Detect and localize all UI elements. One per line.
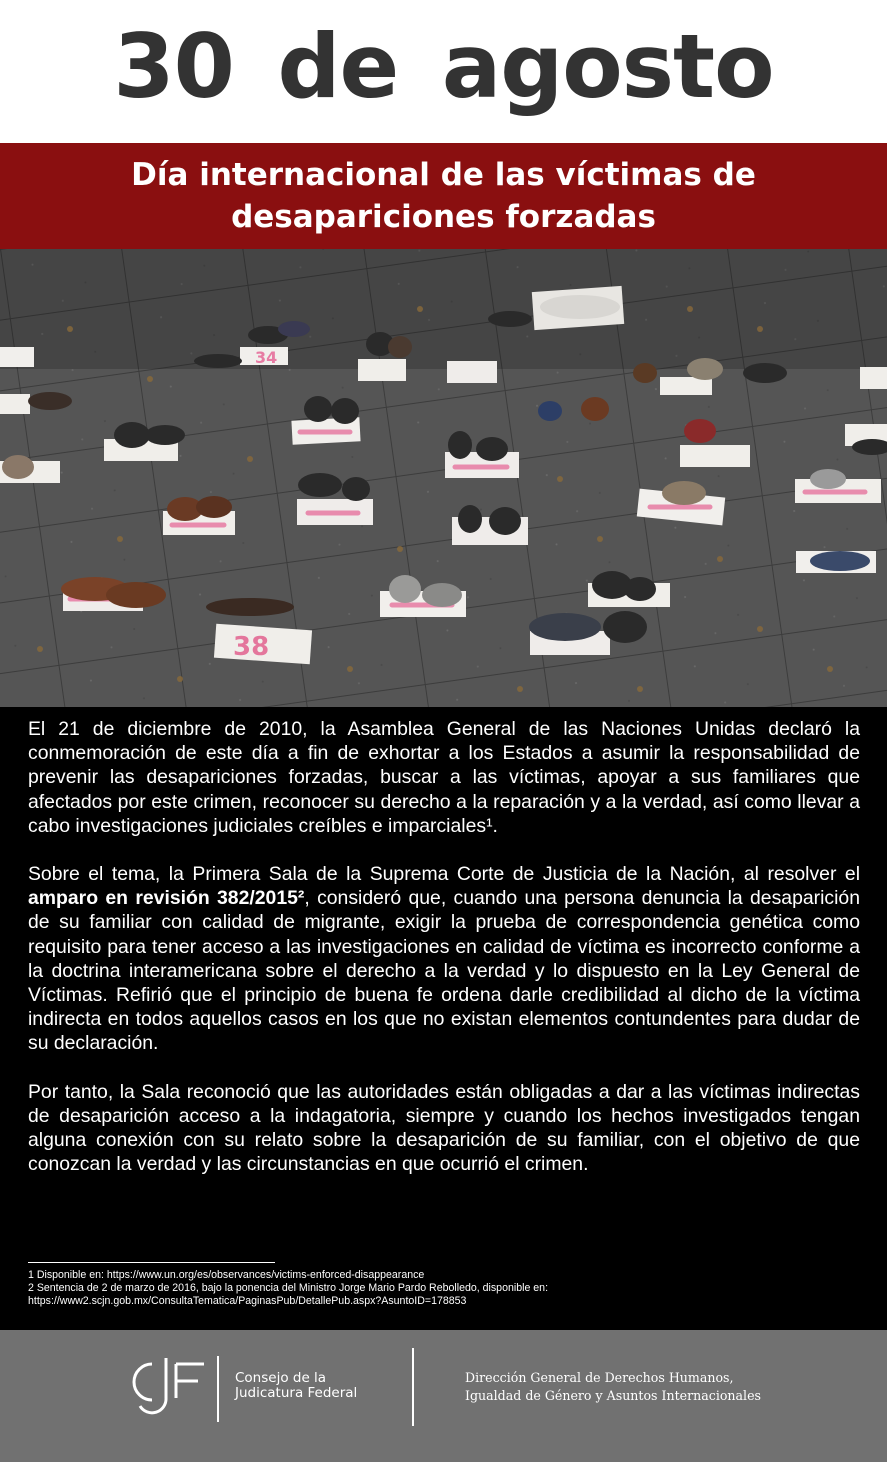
logo-divider — [217, 1356, 219, 1422]
photo-number-34: 34 — [255, 348, 278, 367]
consejo-name — [235, 1371, 357, 1401]
direccion-line-1: Dirección General de Derechos Humanos, — [465, 1370, 734, 1385]
footnote-1: 1 Disponible en: https://www.un.org/es/observances/victims-enforced-disappearance — [28, 1269, 425, 1281]
paragraph-3: Por tanto, la Sala reconoció que las autoridades están obligadas a dar a las víctimas indirectas de desaparición acceso a la indagatoria, siempre y cuando los hechos investigados tengan alguna conexión con su relato sobre la desaparición de su familiar, con el objetivo de que conozcan la verdad y las circunstancias en que ocurrió el crimen. — [28, 1080, 860, 1176]
paragraph-1: El 21 de diciembre de 2010, la Asamblea General de las Naciones Unidas declaró la conmemoración de este día a fin de exhortar a los Estados a asumir la responsabilidad de prevenir las desapariciones forzadas, buscar a las víctimas, apoyar a sus familiares que afectados por este crimen, reconocer su derecho a la reparación y a la verdad, así como llevar a cabo investigaciones judiciales creíbles e imparciales¹. — [28, 718, 860, 837]
title-banner — [0, 143, 887, 249]
amparo-reference: amparo en revisión 382/2015² — [28, 887, 305, 910]
direccion-line-2: Igualdad de Género y Asuntos Internacionales — [465, 1388, 761, 1403]
consejo-line-2: Judicatura Federal — [235, 1385, 358, 1401]
footer-divider — [412, 1348, 414, 1426]
paragraph-2-end: , consideró que, cuando una persona denuncia la desaparición de su familiar con calidad de migrante, exigir la prueba de correspondencia genética como requisito para tener acceso a las investigaciones en calidad de víctima es incorrecto conforme a la doctrina interamericana sobre el derecho a la verdad y lo dispuesto en la Ley General de Víctimas. Refirió que el principio de buena fe ordena darle credibilidad al dicho de la víctima indirecta en todos aquellos casos en los que no existan elementos contundentes para dudar de su declaración. — [28, 887, 860, 1055]
photo-number-38: 38 — [233, 632, 270, 662]
shoes-photo — [0, 249, 887, 707]
footnotes — [28, 1269, 868, 1308]
paragraph-2 — [28, 862, 860, 1056]
shoes-photo-illustration — [0, 249, 887, 707]
banner-title: Día internacional de las víctimas de desapariciones forzadas — [131, 157, 756, 235]
paragraph-2-start: Sobre el tema, la Primera Sala de la Suprema Corte de Justicia de la Nación, al resolver el — [28, 863, 860, 886]
date-title: 30 de agosto — [113, 15, 774, 118]
footnote-divider — [28, 1262, 275, 1263]
consejo-line-1: Consejo de la — [235, 1370, 327, 1386]
body-text — [28, 717, 860, 1200]
direccion-name — [465, 1369, 761, 1405]
cjf-logo-icon — [126, 1354, 206, 1418]
footnote-2: 2 Sentencia de 2 de marzo de 2016, bajo la ponencia del Ministro Jorge Mario Pardo Rebolledo, disponible en: — [28, 1282, 549, 1294]
footnote-2-url: https://www2.scjn.gob.mx/ConsultaTematica/PaginasPub/DetallePub.aspx?AsuntoID=178853 — [28, 1295, 467, 1307]
date-header — [0, 0, 887, 143]
